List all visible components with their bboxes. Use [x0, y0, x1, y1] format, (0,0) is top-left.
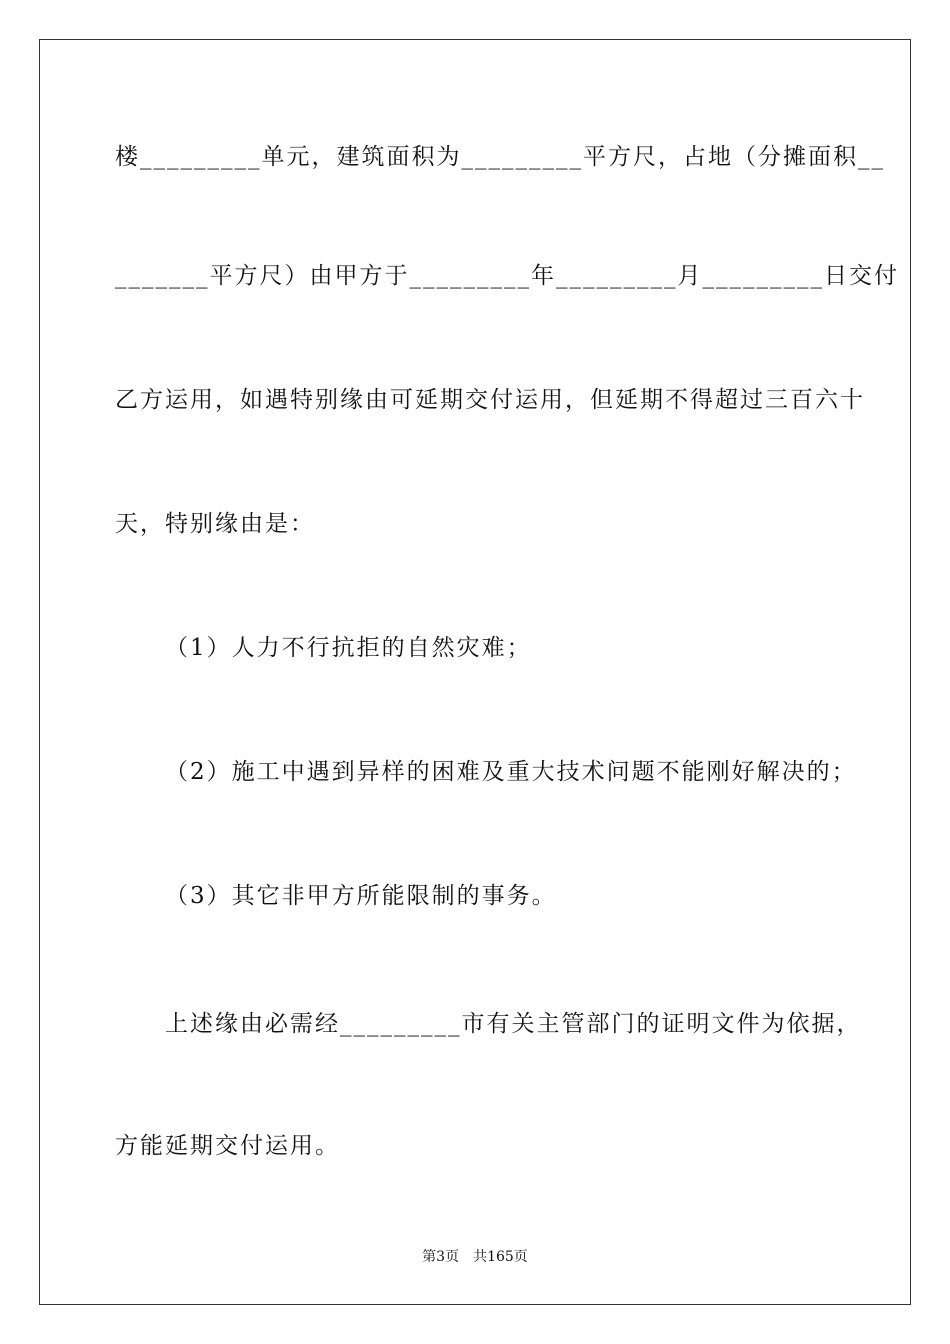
paragraph-line-1: 楼_________单元，建筑面积为_________平方尺，占地（分摊面积__	[115, 144, 885, 170]
list-item-1: （1）人力不行抗拒的自然灾难；	[165, 635, 532, 661]
paragraph-line-2: _______平方尺）由甲方于_________年_________月_________日交付	[115, 263, 899, 289]
paragraph-line-8: 上述缘由必需经_________市有关主管部门的证明文件为依据，	[165, 1011, 862, 1037]
paragraph-line-9: 方能延期交付运用。	[115, 1133, 340, 1159]
page-number-footer: 第3页 共165页	[422, 1249, 528, 1265]
paragraph-line-4: 天，特别缘由是：	[115, 511, 315, 537]
page-border	[39, 39, 911, 1305]
paragraph-line-3: 乙方运用，如遇特别缘由可延期交付运用，但延期不得超过三百六十	[115, 387, 865, 413]
list-item-2: （2）施工中遇到异样的困难及重大技术问题不能刚好解决的；	[165, 759, 857, 785]
list-item-3: （3）其它非甲方所能限制的事务。	[165, 883, 557, 909]
